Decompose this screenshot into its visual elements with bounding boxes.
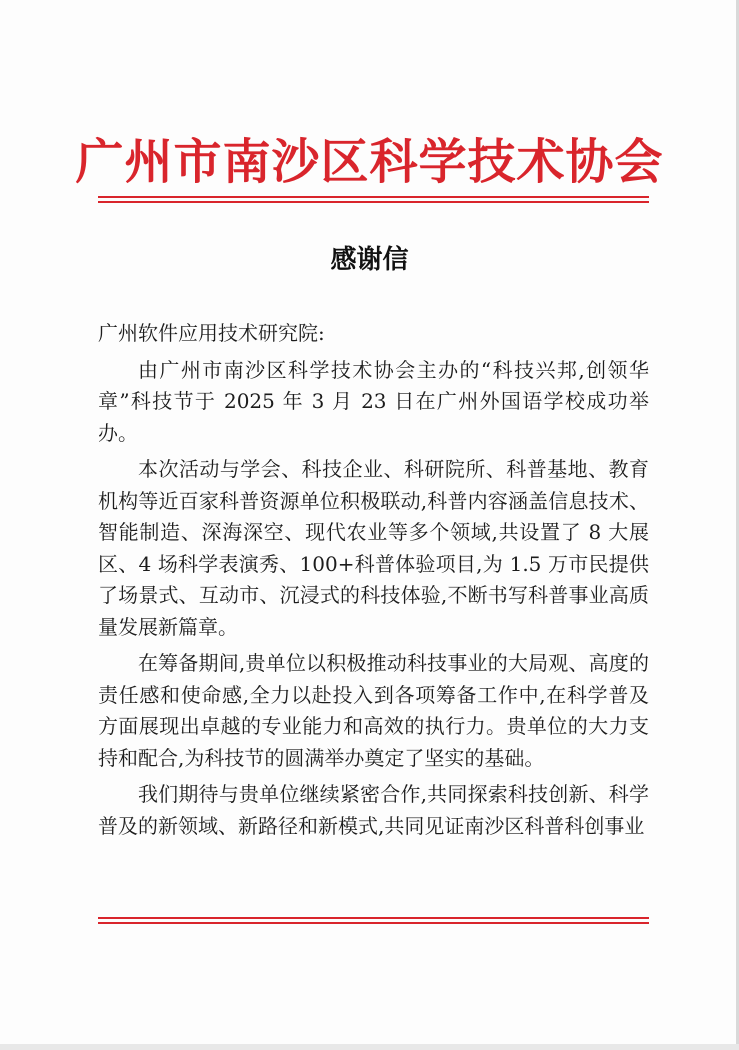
scan-edge-bottom — [0, 1044, 739, 1050]
letter-paragraph: 在筹备期间,贵单位以积极推动科技事业的大局观、高度的责任感和使命感,全力以赴投入到各项筹备工作中,在科学普及方面展现出卓越的专业能力和高效的执行力。贵单位的大力支持和配合,为科技节的圆满举办奠定了坚实的基础。 — [98, 651, 649, 770]
letter-paragraph: 由广州市南沙区科学技术协会主办的“科技兴邦,创领华章”科技节于 2025 年 3 月 23 日在广州外国语学校成功举办。 — [98, 357, 649, 445]
letter-paragraph: 我们期待与贵单位继续紧密合作,共同探索科技创新、科学普及的新领域、新路径和新模式,共同见证南沙区科普科创事业 — [98, 782, 649, 838]
letter-salutation: 广州软件应用技术研究院: — [98, 321, 325, 345]
letter-body — [98, 318, 649, 842]
letterhead-red-divider — [98, 196, 649, 204]
footer-red-divider — [98, 917, 649, 925]
letter-paragraph: 本次活动与学会、科技企业、科研院所、科普基地、教育机构等近百家科普资源单位积极联动,科普内容涵盖信息技术、智能制造、深海深空、现代农业等多个领域,共设置了 8 大展区、4 场科学表演秀、100+科普体验项目,为 1.5 万市民提供了场景式、互动市、沉浸式的科技体验,不断书写科普事业高质量发展新篇章。 — [98, 457, 649, 639]
letter-title: 感谢信 — [330, 245, 409, 275]
letterhead-organization-name: 广州市南沙区科学技术协会 — [75, 134, 664, 190]
